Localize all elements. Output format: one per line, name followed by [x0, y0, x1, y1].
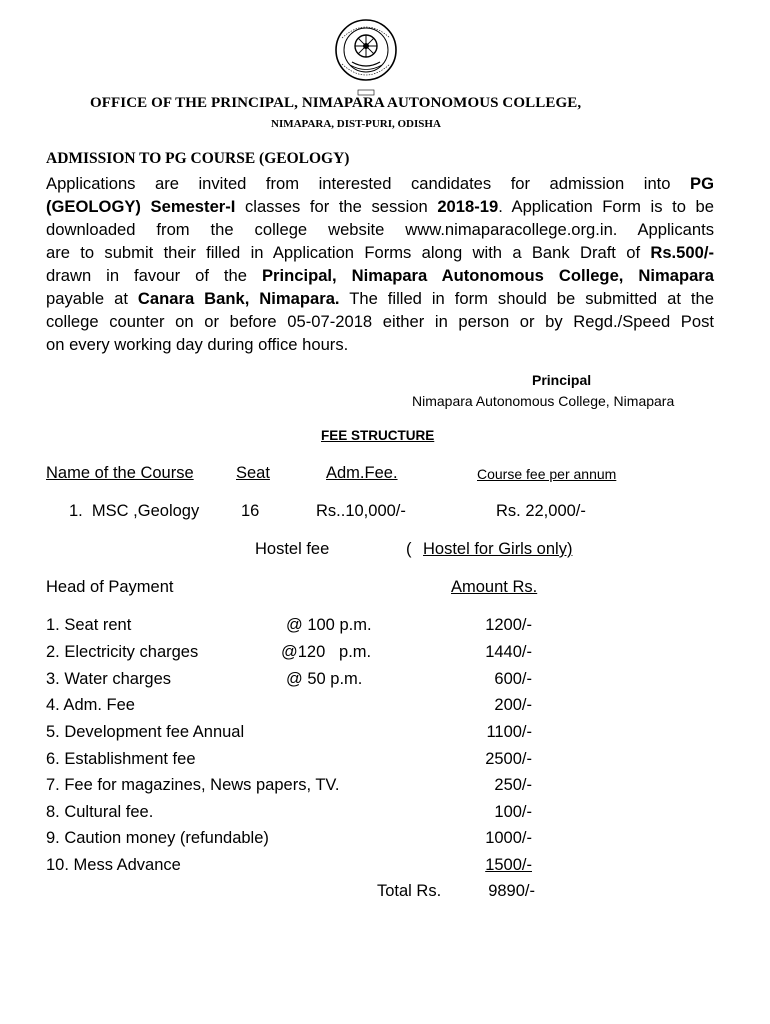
fee-item-rate: @ 50 p.m.	[286, 670, 363, 688]
fee-item-amount: 1000/-	[485, 829, 532, 847]
notice-text-segment: drawn in favour of the	[46, 266, 262, 285]
notice-text-segment: downloaded from the college website www.nimaparacollege.org.in. Applicants	[46, 220, 714, 239]
course-seat: 16	[241, 502, 260, 520]
notice-text-segment: Canara Bank, Nimapara.	[137, 289, 340, 308]
notice-text-segment: are to submit their filled in Application Forms along with a Bank Draft of	[46, 243, 651, 262]
notice-text-segment: classes for the session	[235, 197, 438, 216]
notice-line	[46, 241, 714, 264]
fee-item-rate: @120 p.m.	[281, 643, 372, 661]
fee-structure-title: FEE STRUCTURE	[321, 428, 435, 443]
col-header-adm-fee: Adm.Fee.	[326, 464, 398, 482]
notice-line	[46, 333, 714, 356]
fee-item-amount: 1440/-	[485, 643, 532, 661]
fee-item-label: 6. Establishment fee	[46, 750, 196, 768]
fee-item-label: 2. Electricity charges	[46, 643, 199, 661]
notice-text-segment: 2018-19	[437, 197, 499, 216]
notice-text-segment: on every working day during office hours.	[46, 335, 349, 354]
signature-institution: Nimapara Autonomous College, Nimapara	[412, 393, 675, 409]
fee-item-amount: 1100/-	[486, 723, 532, 741]
notice-text-segment: The filled in form should be submitted at the	[339, 289, 714, 308]
fee-item-label: 5. Development fee Annual	[46, 723, 245, 741]
signature-title: Principal	[532, 372, 592, 388]
notice-line	[46, 264, 714, 287]
fee-item-amount: 1500/-	[485, 856, 532, 874]
notice-text-segment: Applications are invited from interested candidates for admission into	[46, 174, 691, 193]
amount-label: Amount Rs.	[451, 578, 538, 596]
fee-item-amount: 200/-	[494, 696, 532, 714]
fee-item-label: 3. Water charges	[46, 670, 172, 688]
office-address: NIMAPARA, DIST-PURI, ODISHA	[271, 118, 441, 130]
head-of-payment-label: Head of Payment	[46, 578, 174, 596]
notice-heading: ADMISSION TO PG COURSE (GEOLOGY)	[46, 150, 350, 167]
notice-text-segment: . Application Form is to be	[498, 197, 714, 216]
fee-item-label: 7. Fee for magazines, News papers, TV.	[46, 776, 340, 794]
total-label: Total Rs.	[377, 882, 442, 900]
notice-text-segment: college counter on or before 05-07-2018 either in person or by Regd./Speed Post	[46, 312, 714, 331]
notice-text-segment: payable at	[46, 289, 138, 308]
fee-item-amount: 100/-	[494, 803, 532, 821]
course-adm-fee: Rs..10,000/-	[316, 502, 406, 520]
notice-text-segment: (GEOLOGY) Semester-I	[46, 197, 236, 216]
fee-item-amount: 250/-	[494, 776, 532, 794]
notice-paragraph	[46, 172, 714, 356]
hostel-note-paren: (	[406, 540, 412, 558]
fee-item-amount: 1200/-	[485, 616, 532, 634]
fee-item-label: 8. Cultural fee.	[46, 803, 154, 821]
fee-item-label: 9. Caution money (refundable)	[46, 829, 269, 847]
notice-text-segment: PG	[690, 174, 714, 193]
col-header-course: Name of the Course	[46, 464, 194, 482]
col-header-annual-fee: Course fee per annum	[477, 466, 617, 482]
col-header-seat: Seat	[236, 464, 270, 482]
notice-line	[46, 218, 714, 241]
total-amount: 9890/-	[488, 882, 535, 900]
notice-line	[46, 310, 714, 333]
fee-item-label: 10. Mess Advance	[46, 856, 181, 874]
course-name: 1. MSC ,Geology	[69, 502, 200, 520]
fee-item-rate: @ 100 p.m.	[286, 616, 372, 634]
notice-text-segment: Principal, Nimapara Autonomous College, Nimapara	[261, 266, 714, 285]
college-seal-logo	[330, 14, 402, 98]
fee-item-label: 1. Seat rent	[46, 616, 132, 634]
hostel-note: Hostel for Girls only)	[423, 540, 573, 558]
notice-text-segment: Rs.500/-	[650, 243, 714, 262]
office-title: OFFICE OF THE PRINCIPAL, NIMAPARA AUTONOMOUS COLLEGE,	[90, 95, 582, 111]
fee-item-amount: 600/-	[494, 670, 532, 688]
fee-item-label: 4. Adm. Fee	[46, 696, 135, 714]
fee-item-amount: 2500/-	[485, 750, 532, 768]
notice-line	[46, 172, 714, 195]
hostel-fee-label: Hostel fee	[255, 540, 330, 558]
notice-line	[46, 287, 714, 310]
course-annual-fee: Rs. 22,000/-	[496, 502, 586, 520]
notice-line	[46, 195, 714, 218]
